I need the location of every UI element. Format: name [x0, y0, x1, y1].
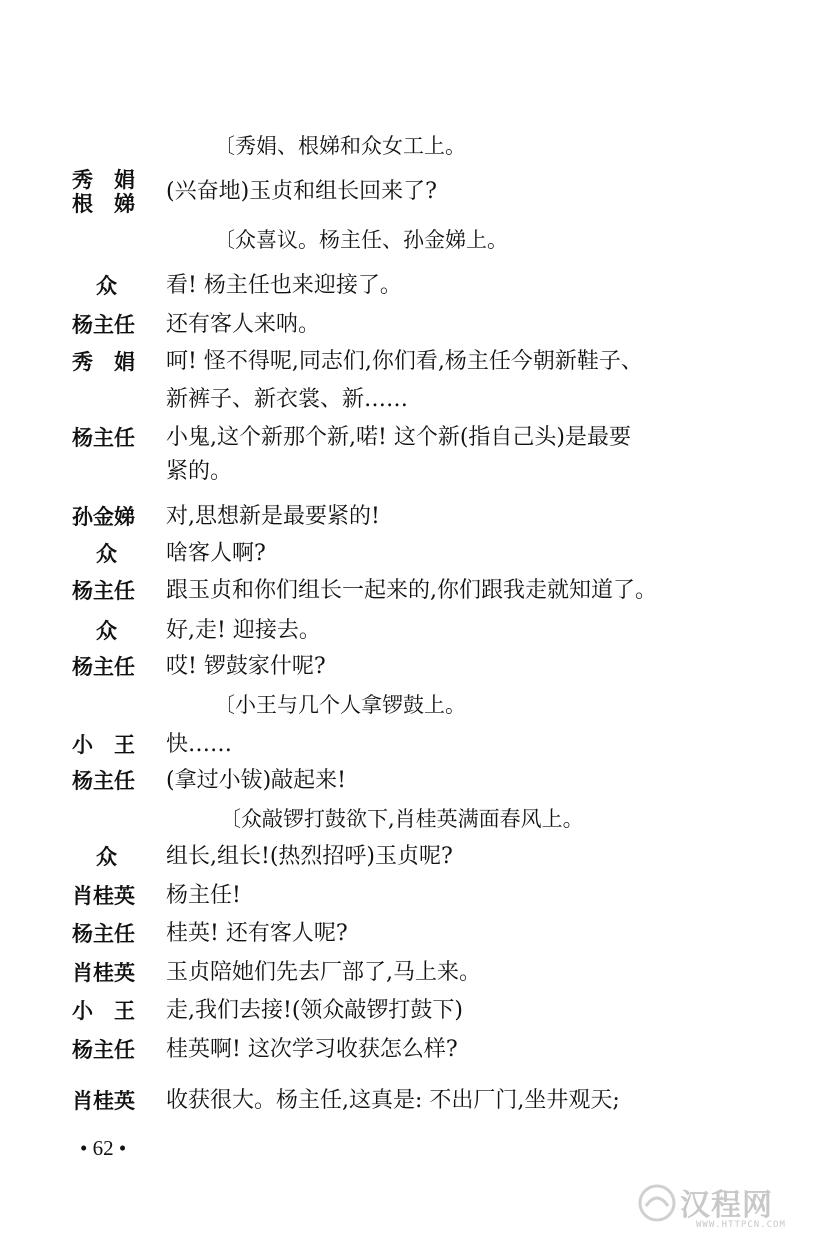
dialogue-line: 好,走! 迎接去。 [166, 618, 321, 643]
stage-direction: 〔秀娟、根娣和众女工上。 [214, 134, 466, 158]
speaker-name: 孙金娣 [72, 505, 135, 529]
dialogue-line: 看! 杨主任也来迎接了。 [166, 273, 402, 298]
dialogue-line: 走,我们去接!(领众敲锣打鼓下) [166, 998, 464, 1023]
dialogue-line: 杨主任! [166, 883, 241, 908]
speaker-name: 杨主任 [72, 769, 135, 793]
stage-direction: 〔众喜议。杨主任、孙金娣上。 [214, 228, 508, 252]
speaker-name: 秀 娟 根 娣 [72, 168, 135, 216]
watermark-text: 汉程网 [680, 1188, 773, 1223]
speaker-name: 杨主任 [72, 922, 135, 946]
dialogue-line: (兴奋地)玉贞和组长回来了? [166, 179, 437, 204]
dialogue-line: 玉贞陪她们先去厂部了,马上来。 [166, 960, 481, 985]
speaker-name: 众 [96, 542, 117, 566]
dialogue-line: 跟玉贞和你们组长一起来的,你们跟我走就知道了。 [166, 578, 657, 603]
speaker-name: 众 [96, 274, 117, 298]
speaker-name: 肖桂英 [72, 1089, 135, 1113]
dialogue-line: 组长,组长!(热烈招呼)玉贞呢? [166, 844, 453, 869]
speaker-name: 肖桂英 [72, 961, 135, 985]
dialogue-line: 桂英啊! 这次学习收获怎么样? [166, 1037, 458, 1062]
stage-direction: 〔小王与几个人拿锣鼓上。 [214, 693, 466, 717]
speaker-name: 杨主任 [72, 313, 135, 337]
dialogue-line: 快…… [166, 732, 233, 757]
speaker-name: 杨主任 [72, 655, 135, 679]
dialogue-line: 啥客人啊? [166, 541, 266, 566]
watermark-url: WWW.HTTPCN.COM [696, 1220, 786, 1230]
speaker-name: 肖桂英 [72, 884, 135, 908]
page-number: • 62 • [80, 1136, 127, 1160]
dialogue-line: 呵! 怪不得呢,同志们,你们看,杨主任今朝新鞋子、 [166, 349, 643, 374]
speaker-name: 杨主任 [72, 579, 135, 603]
speaker-name: 杨主任 [72, 1038, 135, 1062]
stage-direction: 〔众敲锣打鼓欲下,肖桂英满面春风上。 [220, 807, 584, 831]
speaker-name: 小 王 [72, 999, 135, 1023]
dialogue-line: 小鬼,这个新那个新,喏! 这个新(指自己头)是最要 [166, 425, 631, 450]
speaker-name: 杨主任 [72, 426, 135, 450]
dialogue-line: 对,思想新是最要紧的! [166, 504, 380, 529]
watermark-logo-icon [636, 1182, 678, 1224]
dialogue-continuation: 紧的。 [166, 459, 233, 484]
speaker-name: 众 [96, 845, 117, 869]
speaker-name: 秀 娟 [72, 350, 135, 374]
dialogue-continuation: 新裤子、新衣裳、新…… [166, 387, 409, 412]
dialogue-line: (拿过小钹)敲起来! [166, 768, 347, 793]
dialogue-line: 桂英! 还有客人呢? [166, 921, 348, 946]
watermark [636, 1178, 812, 1242]
speaker-name: 小 王 [72, 733, 135, 757]
dialogue-line: 哎! 锣鼓家什呢? [166, 654, 326, 679]
dialogue-line: 收获很大。杨主任,这真是: 不出厂门,坐井观天; [166, 1088, 620, 1113]
speaker-name: 众 [96, 619, 117, 643]
dialogue-line: 还有客人来呐。 [166, 312, 321, 337]
